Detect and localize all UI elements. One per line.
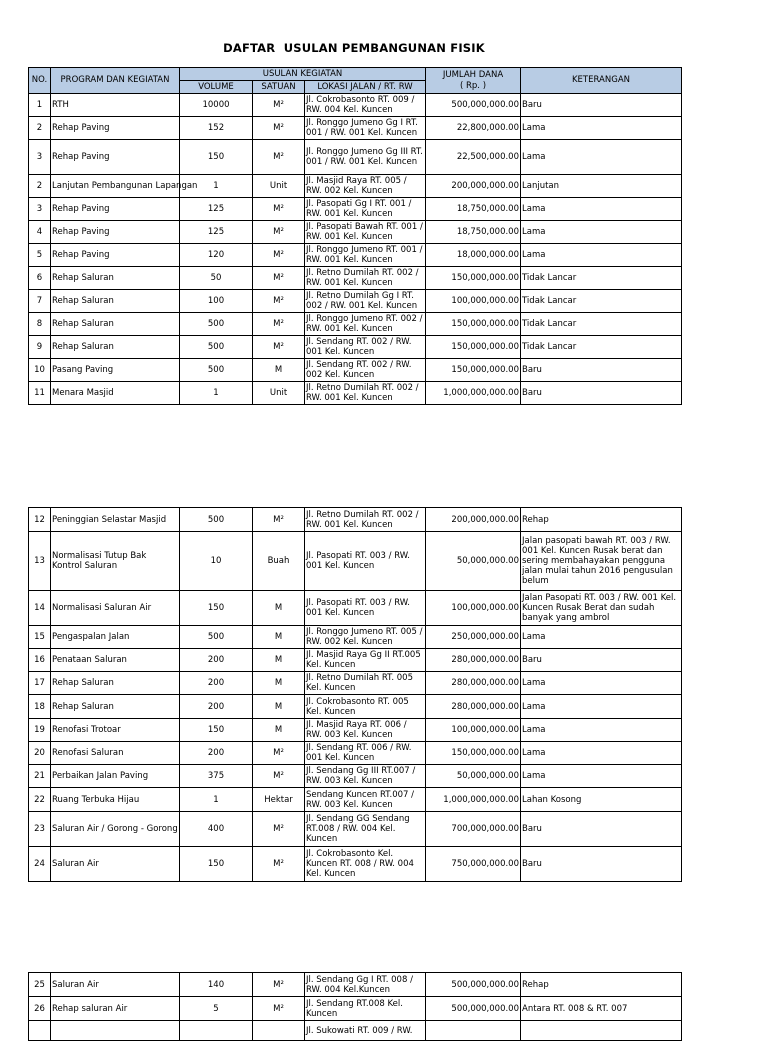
cell-jumlah-dana: 150,000,000.00	[426, 336, 521, 359]
cell-satuan: M²	[253, 290, 305, 313]
cell-no: 3	[29, 140, 51, 175]
cell-keterangan: Jalan pasopati bawah RT. 003 / RW. 001 Kel. Kuncen Rusak berat dan sering membahayakan pengguna jalan mulai tahun 2016 pengusulan belum	[521, 532, 682, 591]
cell-lokasi: Jl. Sendang RT. 002 / RW. 001 Kel. Kuncen	[305, 336, 426, 359]
cell-program: Rehap Saluran	[51, 313, 180, 336]
cell-volume: 200	[180, 742, 253, 765]
cell-jumlah-dana: 18,750,000.00	[426, 221, 521, 244]
cell-jumlah-dana: 100,000,000.00	[426, 591, 521, 626]
cell-program: Rehap Paving	[51, 244, 180, 267]
cell-satuan: M²	[253, 973, 305, 997]
cell-program: Rehap Saluran	[51, 336, 180, 359]
cell-program: Peninggian Selastar Masjid	[51, 508, 180, 532]
cell-lokasi: Jl. Cokrobasonto RT. 005 Kel. Kuncen	[305, 695, 426, 719]
cell-program: Rehap Paving	[51, 198, 180, 221]
table-row	[29, 765, 682, 788]
table-row	[29, 695, 682, 719]
header-usulan-kegiatan: USULAN KEGIATAN	[180, 68, 426, 81]
cell-volume: 400	[180, 812, 253, 847]
cell-jumlah-dana: 150,000,000.00	[426, 267, 521, 290]
cell-program: Saluran Air / Gorong - Gorong	[51, 812, 180, 847]
cell-volume: 375	[180, 765, 253, 788]
cell-satuan: M²	[253, 221, 305, 244]
cell-volume: 50	[180, 267, 253, 290]
cell-satuan: M²	[253, 117, 305, 140]
cell-lokasi: Jl. Sendang GG Sendang RT.008 / RW. 004 Kel. Kuncen	[305, 812, 426, 847]
cell-volume: 500	[180, 508, 253, 532]
cell-no: 14	[29, 591, 51, 626]
cell-program: Rehap Saluran	[51, 267, 180, 290]
cell-program: Rehap Saluran	[51, 290, 180, 313]
cell-satuan: M²	[253, 198, 305, 221]
table-row	[29, 532, 682, 591]
cell-no: 19	[29, 719, 51, 742]
cell-satuan: M²	[253, 997, 305, 1021]
cell-volume: 125	[180, 221, 253, 244]
cell-satuan: Unit	[253, 382, 305, 405]
cell-volume: 200	[180, 649, 253, 672]
cell-satuan: M²	[253, 812, 305, 847]
table-row	[29, 94, 682, 117]
cell-jumlah-dana: 50,000,000.00	[426, 532, 521, 591]
cell-keterangan: Lama	[521, 140, 682, 175]
cell-jumlah-dana	[426, 1021, 521, 1041]
cell-program: RTH	[51, 94, 180, 117]
cell-program: Rehap Saluran	[51, 672, 180, 695]
cell-lokasi: Jl. Sendang RT.008 Kel. Kuncen	[305, 997, 426, 1021]
cell-lokasi: Jl. Pasopati RT. 003 / RW. 001 Kel. Kuncen	[305, 591, 426, 626]
cell-no: 24	[29, 847, 51, 882]
table-row	[29, 140, 682, 175]
cell-jumlah-dana: 150,000,000.00	[426, 359, 521, 382]
table-row	[29, 290, 682, 313]
cell-keterangan: Antara RT. 008 & RT. 007	[521, 997, 682, 1021]
cell-keterangan: Baru	[521, 382, 682, 405]
cell-keterangan: Lahan Kosong	[521, 788, 682, 812]
cell-no: 13	[29, 532, 51, 591]
cell-jumlah-dana: 150,000,000.00	[426, 313, 521, 336]
cell-keterangan: Lama	[521, 719, 682, 742]
cell-jumlah-dana: 100,000,000.00	[426, 290, 521, 313]
cell-lokasi: Jl. Pasopati RT. 003 / RW. 001 Kel. Kuncen	[305, 532, 426, 591]
cell-jumlah-dana: 50,000,000.00	[426, 765, 521, 788]
table-row	[29, 508, 682, 532]
cell-satuan: M²	[253, 94, 305, 117]
cell-lokasi: Jl. Sendang RT. 002 / RW. 002 Kel. Kuncen	[305, 359, 426, 382]
cell-jumlah-dana: 1,000,000,000.00	[426, 788, 521, 812]
cell-keterangan: Baru	[521, 649, 682, 672]
cell-no: 23	[29, 812, 51, 847]
cell-volume: 10	[180, 532, 253, 591]
cell-program: Menara Masjid	[51, 382, 180, 405]
cell-no: 10	[29, 359, 51, 382]
cell-satuan: Buah	[253, 532, 305, 591]
cell-satuan: M	[253, 719, 305, 742]
cell-lokasi: Jl. Ronggo Jumeno Gg I RT. 001 / RW. 001 Kel. Kuncen	[305, 117, 426, 140]
cell-no: 8	[29, 313, 51, 336]
cell-keterangan: Baru	[521, 94, 682, 117]
cell-volume: 500	[180, 626, 253, 649]
cell-satuan: M	[253, 359, 305, 382]
cell-satuan: M²	[253, 336, 305, 359]
header-program: PROGRAM DAN KEGIATAN	[51, 68, 180, 94]
table-row	[29, 1021, 682, 1041]
cell-jumlah-dana: 500,000,000.00	[426, 997, 521, 1021]
cell-jumlah-dana: 750,000,000.00	[426, 847, 521, 882]
cell-program: Rehap Paving	[51, 221, 180, 244]
cell-volume: 140	[180, 973, 253, 997]
cell-no: 25	[29, 973, 51, 997]
usulan-table-section-2	[28, 507, 682, 882]
cell-lokasi: Jl. Cokrobasonto Kel. Kuncen RT. 008 / RW. 004 Kel. Kuncen	[305, 847, 426, 882]
table-row	[29, 788, 682, 812]
cell-program: Renofasi Saluran	[51, 742, 180, 765]
cell-satuan: M²	[253, 313, 305, 336]
cell-keterangan	[521, 1021, 682, 1041]
cell-volume: 200	[180, 672, 253, 695]
header-no: NO.	[29, 68, 51, 94]
cell-satuan: M²	[253, 267, 305, 290]
cell-keterangan: Tidak Lancar	[521, 313, 682, 336]
cell-satuan: M	[253, 591, 305, 626]
cell-no: 22	[29, 788, 51, 812]
header-keterangan: KETERANGAN	[521, 68, 682, 94]
cell-satuan: M²	[253, 847, 305, 882]
cell-program: Rehap saluran Air	[51, 997, 180, 1021]
cell-no: 2	[29, 175, 51, 198]
cell-lokasi: Jl. Sendang RT. 006 / RW. 001 Kel. Kuncen	[305, 742, 426, 765]
cell-volume: 120	[180, 244, 253, 267]
cell-volume: 1	[180, 175, 253, 198]
cell-program: Normalisasi Saluran Air	[51, 591, 180, 626]
cell-no: 15	[29, 626, 51, 649]
cell-lokasi: Jl. Retno Dumilah RT. 002 / RW. 001 Kel. Kuncen	[305, 267, 426, 290]
cell-no: 21	[29, 765, 51, 788]
header-satuan: SATUAN	[253, 81, 305, 94]
cell-volume: 200	[180, 695, 253, 719]
cell-keterangan: Tidak Lancar	[521, 290, 682, 313]
cell-lokasi: Jl. Retno Dumilah RT. 002 / RW. 001 Kel. Kuncen	[305, 382, 426, 405]
table-row	[29, 591, 682, 626]
table-row	[29, 359, 682, 382]
cell-jumlah-dana: 280,000,000.00	[426, 649, 521, 672]
table-row	[29, 626, 682, 649]
cell-volume: 150	[180, 140, 253, 175]
cell-program	[51, 1021, 180, 1041]
cell-keterangan: Lama	[521, 244, 682, 267]
table-row	[29, 244, 682, 267]
table-row	[29, 719, 682, 742]
cell-volume: 1	[180, 382, 253, 405]
cell-satuan: M	[253, 672, 305, 695]
cell-volume: 150	[180, 847, 253, 882]
cell-program: Rehap Paving	[51, 117, 180, 140]
cell-volume: 500	[180, 336, 253, 359]
cell-volume: 10000	[180, 94, 253, 117]
table-row	[29, 847, 682, 882]
cell-keterangan: Baru	[521, 812, 682, 847]
cell-lokasi: Jl. Cokrobasonto RT. 009 / RW. 004 Kel. Kuncen	[305, 94, 426, 117]
cell-program: Penataan Saluran	[51, 649, 180, 672]
cell-jumlah-dana: 700,000,000.00	[426, 812, 521, 847]
cell-lokasi: Jl. Ronggo Jumeno RT. 001 / RW. 001 Kel. Kuncen	[305, 244, 426, 267]
cell-lokasi: Jl. Masjid Raya RT. 006 / RW. 003 Kel. Kuncen	[305, 719, 426, 742]
cell-jumlah-dana: 280,000,000.00	[426, 695, 521, 719]
cell-satuan: M	[253, 695, 305, 719]
cell-keterangan: Lama	[521, 742, 682, 765]
page-title: DAFTAR USULAN PEMBANGUNAN FISIK	[223, 41, 485, 55]
cell-jumlah-dana: 280,000,000.00	[426, 672, 521, 695]
cell-jumlah-dana: 18,750,000.00	[426, 198, 521, 221]
cell-program: Pengaspalan Jalan	[51, 626, 180, 649]
table-row	[29, 267, 682, 290]
cell-keterangan: Lama	[521, 626, 682, 649]
cell-keterangan: Rehap	[521, 508, 682, 532]
cell-jumlah-dana: 100,000,000.00	[426, 719, 521, 742]
cell-lokasi: Sendang Kuncen RT.007 / RW. 003 Kel. Kuncen	[305, 788, 426, 812]
cell-keterangan: Lama	[521, 198, 682, 221]
cell-lokasi: Jl. Pasopati Bawah RT. 001 / RW. 001 Kel. Kuncen	[305, 221, 426, 244]
cell-satuan: M²	[253, 765, 305, 788]
cell-satuan: M²	[253, 140, 305, 175]
cell-lokasi: Jl. Sendang Gg III RT.007 / RW. 003 Kel. Kuncen	[305, 765, 426, 788]
cell-keterangan: Lama	[521, 672, 682, 695]
table-row	[29, 649, 682, 672]
table-row	[29, 812, 682, 847]
cell-lokasi: Jl. Masjid Raya Gg II RT.005 Kel. Kuncen	[305, 649, 426, 672]
cell-jumlah-dana: 22,500,000.00	[426, 140, 521, 175]
cell-no: 18	[29, 695, 51, 719]
cell-keterangan: Lama	[521, 221, 682, 244]
cell-volume: 500	[180, 359, 253, 382]
header-jumlah-dana: JUMLAH DANA ( Rp. )	[426, 68, 521, 94]
cell-no: 20	[29, 742, 51, 765]
cell-keterangan: Baru	[521, 359, 682, 382]
cell-volume	[180, 1021, 253, 1041]
cell-no: 26	[29, 997, 51, 1021]
cell-program: Perbaikan Jalan Paving	[51, 765, 180, 788]
cell-lokasi: Jl. Sendang Gg I RT. 008 / RW. 004 Kel.Kuncen	[305, 973, 426, 997]
table-row	[29, 336, 682, 359]
cell-program: Rehap Saluran	[51, 695, 180, 719]
cell-no: 11	[29, 382, 51, 405]
cell-lokasi: Jl. Retno Dumilah RT. 005 Kel. Kuncen	[305, 672, 426, 695]
cell-jumlah-dana: 500,000,000.00	[426, 94, 521, 117]
cell-lokasi: Jl. Ronggo Jumeno RT. 002 / RW. 001 Kel. Kuncen	[305, 313, 426, 336]
cell-no: 2	[29, 117, 51, 140]
cell-keterangan: Baru	[521, 847, 682, 882]
cell-volume: 152	[180, 117, 253, 140]
cell-no: 17	[29, 672, 51, 695]
cell-lokasi: Jl. Retno Dumilah Gg I RT. 002 / RW. 001 Kel. Kuncen	[305, 290, 426, 313]
cell-volume: 150	[180, 719, 253, 742]
cell-no: 9	[29, 336, 51, 359]
cell-program: Saluran Air	[51, 847, 180, 882]
usulan-table-section-1	[28, 67, 682, 405]
cell-jumlah-dana: 200,000,000.00	[426, 175, 521, 198]
usulan-table-section-3	[28, 972, 682, 1041]
cell-volume: 1	[180, 788, 253, 812]
cell-no	[29, 1021, 51, 1041]
cell-satuan: M²	[253, 508, 305, 532]
cell-no: 7	[29, 290, 51, 313]
table-row	[29, 672, 682, 695]
cell-volume: 500	[180, 313, 253, 336]
cell-satuan: M²	[253, 742, 305, 765]
table-row	[29, 742, 682, 765]
cell-keterangan: Rehap	[521, 973, 682, 997]
cell-program: Ruang Terbuka Hijau	[51, 788, 180, 812]
cell-volume: 125	[180, 198, 253, 221]
table-row	[29, 198, 682, 221]
cell-keterangan: Tidak Lancar	[521, 336, 682, 359]
cell-jumlah-dana: 200,000,000.00	[426, 508, 521, 532]
cell-no: 1	[29, 94, 51, 117]
cell-satuan: Hektar	[253, 788, 305, 812]
cell-satuan: M²	[253, 244, 305, 267]
cell-jumlah-dana: 1,000,000,000.00	[426, 382, 521, 405]
cell-program: Lanjutan Pembangunan Lapangan	[51, 175, 180, 198]
cell-no: 4	[29, 221, 51, 244]
cell-keterangan: Jalan Pasopati RT. 003 / RW. 001 Kel. Kuncen Rusak Berat dan sudah banyak yang ambrol	[521, 591, 682, 626]
cell-jumlah-dana: 22,800,000.00	[426, 117, 521, 140]
cell-satuan: M	[253, 626, 305, 649]
cell-program: Rehap Paving	[51, 140, 180, 175]
cell-lokasi: Jl. Masjid Raya RT. 005 / RW. 002 Kel. Kuncen	[305, 175, 426, 198]
cell-jumlah-dana: 250,000,000.00	[426, 626, 521, 649]
table-row	[29, 382, 682, 405]
cell-satuan: Unit	[253, 175, 305, 198]
cell-jumlah-dana: 150,000,000.00	[426, 742, 521, 765]
table-row	[29, 973, 682, 997]
cell-keterangan: Lama	[521, 695, 682, 719]
table-row	[29, 997, 682, 1021]
table-row	[29, 221, 682, 244]
cell-no: 6	[29, 267, 51, 290]
cell-volume: 5	[180, 997, 253, 1021]
table-row	[29, 175, 682, 198]
cell-program: Renofasi Trotoar	[51, 719, 180, 742]
cell-no: 5	[29, 244, 51, 267]
cell-no: 16	[29, 649, 51, 672]
cell-no: 3	[29, 198, 51, 221]
header-volume: VOLUME	[180, 81, 253, 94]
cell-jumlah-dana: 500,000,000.00	[426, 973, 521, 997]
cell-jumlah-dana: 18,000,000.00	[426, 244, 521, 267]
cell-keterangan: Tidak Lancar	[521, 267, 682, 290]
cell-program: Pasang Paving	[51, 359, 180, 382]
header-lokasi: LOKASI JALAN / RT. RW	[305, 81, 426, 94]
cell-no: 12	[29, 508, 51, 532]
cell-lokasi: Jl. Ronggo Jumeno Gg III RT. 001 / RW. 001 Kel. Kuncen	[305, 140, 426, 175]
cell-keterangan: Lanjutan	[521, 175, 682, 198]
cell-volume: 100	[180, 290, 253, 313]
cell-lokasi: Jl. Sukowati RT. 009 / RW.	[305, 1021, 426, 1041]
cell-keterangan: Lama	[521, 765, 682, 788]
cell-program: Normalisasi Tutup Bak Kontrol Saluran	[51, 532, 180, 591]
table-row	[29, 117, 682, 140]
cell-lokasi: Jl. Retno Dumilah RT. 002 / RW. 001 Kel. Kuncen	[305, 508, 426, 532]
table-row	[29, 313, 682, 336]
cell-satuan: M	[253, 649, 305, 672]
cell-volume: 150	[180, 591, 253, 626]
cell-program: Saluran Air	[51, 973, 180, 997]
cell-lokasi: Jl. Pasopati Gg I RT. 001 / RW. 001 Kel. Kuncen	[305, 198, 426, 221]
cell-satuan	[253, 1021, 305, 1041]
cell-keterangan: Lama	[521, 117, 682, 140]
cell-lokasi: Jl. Ronggo Jumeno RT. 005 / RW. 002 Kel. Kuncen	[305, 626, 426, 649]
